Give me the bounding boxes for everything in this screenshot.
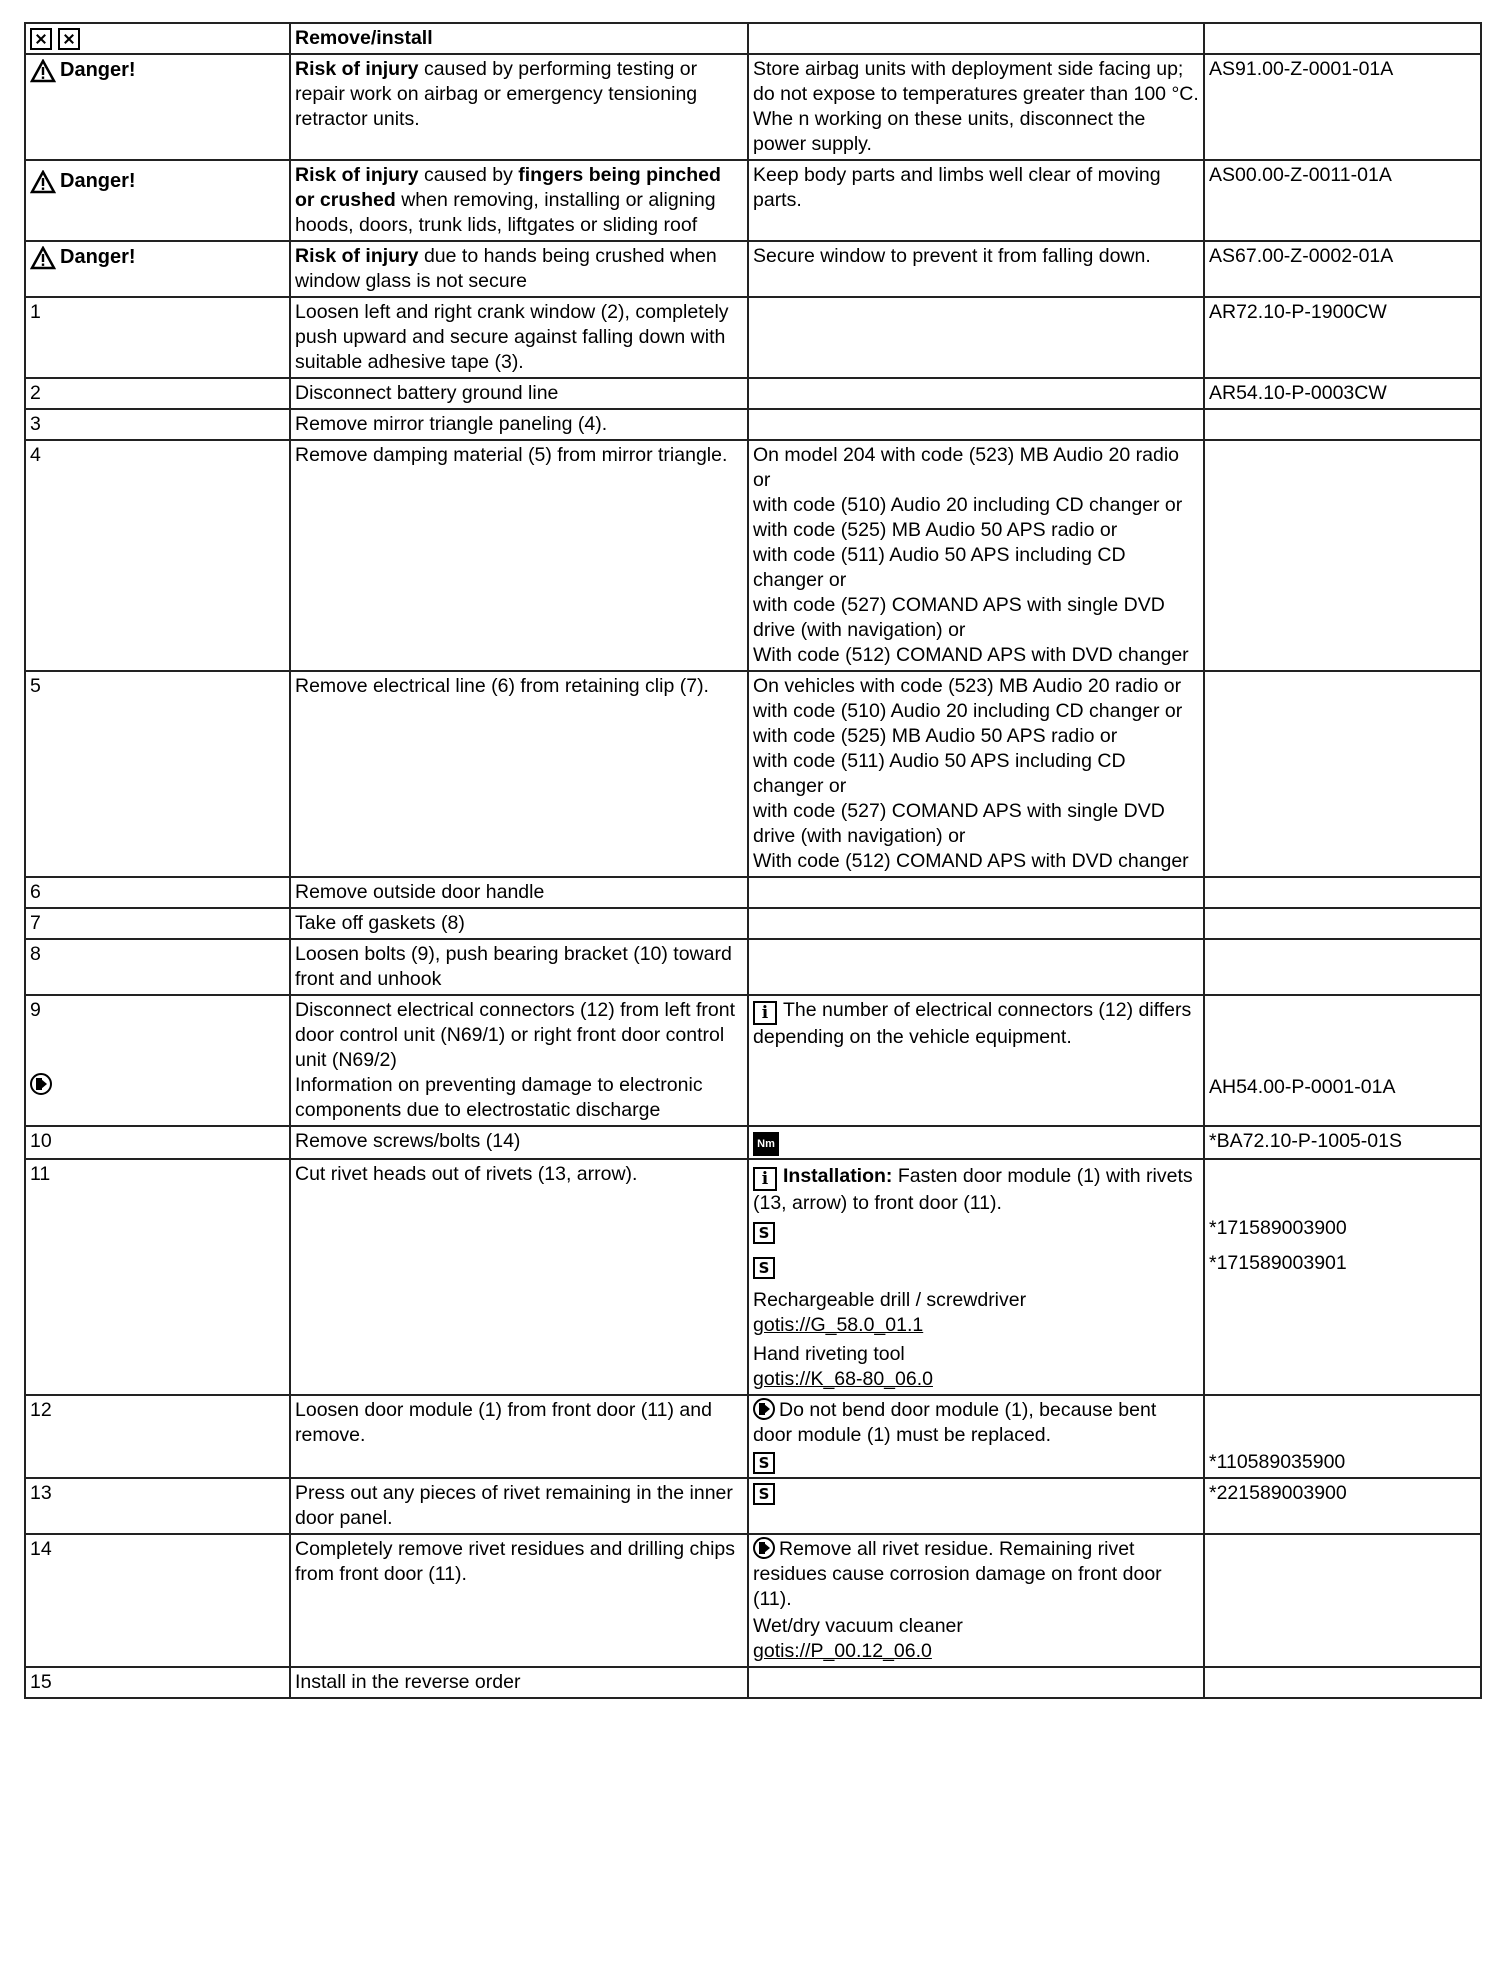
step-text: Remove outside door handle xyxy=(290,877,748,908)
risk-text: when removing, installing or aligning hoods, doors, trunk lids, liftgates or sliding roof xyxy=(295,189,716,236)
tool-reference[interactable]: *110589035900 xyxy=(1209,1451,1346,1473)
warning-triangle-icon xyxy=(30,170,56,194)
note-text: Remove all rivet residue. Remaining rivet residues cause corrosion damage on front door (11). xyxy=(753,1538,1162,1610)
tool-link[interactable]: gotis://P_00.12_06.0 xyxy=(753,1640,932,1662)
tool-reference[interactable]: *221589003900 xyxy=(1204,1478,1481,1534)
step-row xyxy=(25,877,1481,908)
step-row xyxy=(25,297,1481,378)
tool-label: Wet/dry vacuum cleaner xyxy=(753,1615,963,1637)
info-text: The number of electrical connectors (12) differs depending on the vehicle equipment. xyxy=(753,999,1192,1048)
step-row xyxy=(25,1395,1481,1478)
step-row xyxy=(25,378,1481,409)
step-subtext: Information on preventing damage to electronic components due to electrostatic discharge xyxy=(295,1074,703,1121)
warning-triangle-icon xyxy=(30,246,56,270)
step-text: Press out any pieces of rivet remaining in the inner door panel. xyxy=(290,1478,748,1534)
step-row xyxy=(25,908,1481,939)
step-number: 4 xyxy=(25,440,290,671)
step-row xyxy=(25,409,1481,440)
step-number: 9 xyxy=(30,999,41,1021)
step-number: 6 xyxy=(25,877,290,908)
step-number: 10 xyxy=(25,1126,290,1159)
step-number: 15 xyxy=(25,1667,290,1698)
step-number: 1 xyxy=(25,297,290,378)
tool-reference[interactable]: *171589003900 xyxy=(1209,1217,1347,1239)
risk-emphasis: fingers being pinched or crushed xyxy=(295,164,721,211)
reference-link[interactable]: AR72.10-P-1900CW xyxy=(1204,297,1481,378)
special-tool-icon[interactable]: S xyxy=(753,1483,775,1505)
reference: AS67.00-Z-0002-01A xyxy=(1204,241,1481,297)
step-number: 13 xyxy=(25,1478,290,1534)
note-text: Do not bend door module (1), because bent door module (1) must be replaced. xyxy=(753,1399,1157,1446)
tool-label: Hand riveting tool xyxy=(753,1343,905,1365)
measure-text: Secure window to prevent it from falling down. xyxy=(748,241,1204,297)
danger-row xyxy=(25,54,1481,160)
section-title: Remove/install xyxy=(290,23,748,54)
step-text: Loosen left and right crank window (2), completely push upward and secure against falling down with suitable adhesive tape (3). xyxy=(290,297,748,378)
step-number: 7 xyxy=(25,908,290,939)
procedure-table xyxy=(24,22,1482,1699)
step-row xyxy=(25,1126,1481,1159)
danger-row xyxy=(25,160,1481,241)
risk-heading: Risk of injury xyxy=(295,245,419,267)
remove-icon xyxy=(30,28,52,50)
info-icon: i xyxy=(753,1167,777,1191)
tool-reference[interactable]: *171589003901 xyxy=(1209,1252,1347,1274)
step-row xyxy=(25,1534,1481,1667)
step-text: Loosen bolts (9), push bearing bracket (10) toward front and unhook xyxy=(290,939,748,995)
step-row xyxy=(25,995,1481,1126)
danger-row xyxy=(25,241,1481,297)
step-text: Completely remove rivet residues and drilling chips from front door (11). xyxy=(290,1534,748,1667)
special-tool-icon[interactable]: S xyxy=(753,1257,775,1279)
step-number: 2 xyxy=(25,378,290,409)
reference: AS00.00-Z-0011-01A xyxy=(1204,160,1481,241)
step-text: Remove screws/bolts (14) xyxy=(290,1126,748,1159)
step-text: Remove mirror triangle paneling (4). xyxy=(290,409,748,440)
special-tool-icon[interactable]: S xyxy=(753,1452,775,1474)
measure-text: Store airbag units with deployment side facing up; do not expose to temperatures greater than 100 °C. Whe n working on these units, disconnect the power supply. xyxy=(748,54,1204,160)
step-number: 14 xyxy=(25,1534,290,1667)
step-text: Cut rivet heads out of rivets (13, arrow). xyxy=(290,1159,748,1395)
risk-heading: Risk of injury xyxy=(295,58,419,80)
step-note: On model 204 with code (523) MB Audio 20 radio or with code (510) Audio 20 including CD changer or with code (525) MB Audio 50 APS radio or with code (511) Audio 50 APS including CD changer or with code (527) COMAND APS with single DVD drive (with navigation) or With code (512) COMAND APS with DVD changer xyxy=(748,440,1204,671)
step-row xyxy=(25,440,1481,671)
notice-icon xyxy=(753,1537,775,1559)
tool-link[interactable]: gotis://K_68-80_06.0 xyxy=(753,1368,933,1390)
step-text: Remove electrical line (6) from retaining clip (7). xyxy=(290,671,748,877)
risk-text: caused by performing testing or repair work on airbag or emergency tensioning retractor units. xyxy=(295,58,698,130)
reference-link[interactable]: AH54.00-P-0001-01A xyxy=(1209,1076,1396,1098)
reference: AS91.00-Z-0001-01A xyxy=(1204,54,1481,160)
reference-link[interactable]: *BA72.10-P-1005-01S xyxy=(1204,1126,1481,1159)
step-note: On vehicles with code (523) MB Audio 20 radio or with code (510) Audio 20 including CD changer or with code (525) MB Audio 50 APS radio or with code (511) Audio 50 APS including CD changer or with code (527) COMAND APS with single DVD drive (with navigation) or With code (512) COMAND APS with DVD changer xyxy=(748,671,1204,877)
step-number: 12 xyxy=(25,1395,290,1478)
measure-text: Keep body parts and limbs well clear of moving parts. xyxy=(748,160,1204,241)
step-row xyxy=(25,1667,1481,1698)
info-heading: Installation: xyxy=(783,1165,893,1187)
danger-label: Danger! xyxy=(60,246,136,268)
step-number: 3 xyxy=(25,409,290,440)
torque-icon[interactable]: Nm xyxy=(753,1132,779,1156)
step-text: Disconnect electrical connectors (12) from left front door control unit (N69/1) or right front door control unit (N69/2) xyxy=(295,999,736,1071)
step-row xyxy=(25,939,1481,995)
header-row xyxy=(25,23,1481,54)
step-text: Take off gaskets (8) xyxy=(290,908,748,939)
tool-link[interactable]: gotis://G_58.0_01.1 xyxy=(753,1314,924,1336)
notice-icon xyxy=(753,1398,775,1420)
step-text: Install in the reverse order xyxy=(290,1667,748,1698)
danger-label: Danger! xyxy=(60,59,136,81)
notice-icon xyxy=(30,1073,52,1095)
step-row xyxy=(25,1159,1481,1395)
install-icon xyxy=(58,28,80,50)
warning-triangle-icon xyxy=(30,59,56,83)
step-row xyxy=(25,671,1481,877)
step-row xyxy=(25,1478,1481,1534)
risk-heading: Risk of injury xyxy=(295,164,419,186)
step-number: 11 xyxy=(25,1159,290,1395)
risk-text: due to hands being crushed when window glass is not secure xyxy=(295,245,717,292)
tool-label: Rechargeable drill / screwdriver xyxy=(753,1289,1027,1311)
step-text: Remove damping material (5) from mirror triangle. xyxy=(290,440,748,671)
step-text: Disconnect battery ground line xyxy=(290,378,748,409)
danger-label: Danger! xyxy=(60,170,136,192)
step-number: 8 xyxy=(25,939,290,995)
info-text: Fasten door module (1) with rivets (13, arrow) to front door (11). xyxy=(753,1165,1193,1214)
special-tool-icon[interactable]: S xyxy=(753,1222,775,1244)
reference-link[interactable]: AR54.10-P-0003CW xyxy=(1204,378,1481,409)
step-text: Loosen door module (1) from front door (11) and remove. xyxy=(290,1395,748,1478)
step-number: 5 xyxy=(25,671,290,877)
info-icon: i xyxy=(753,1001,777,1025)
risk-text: caused by xyxy=(418,164,519,186)
